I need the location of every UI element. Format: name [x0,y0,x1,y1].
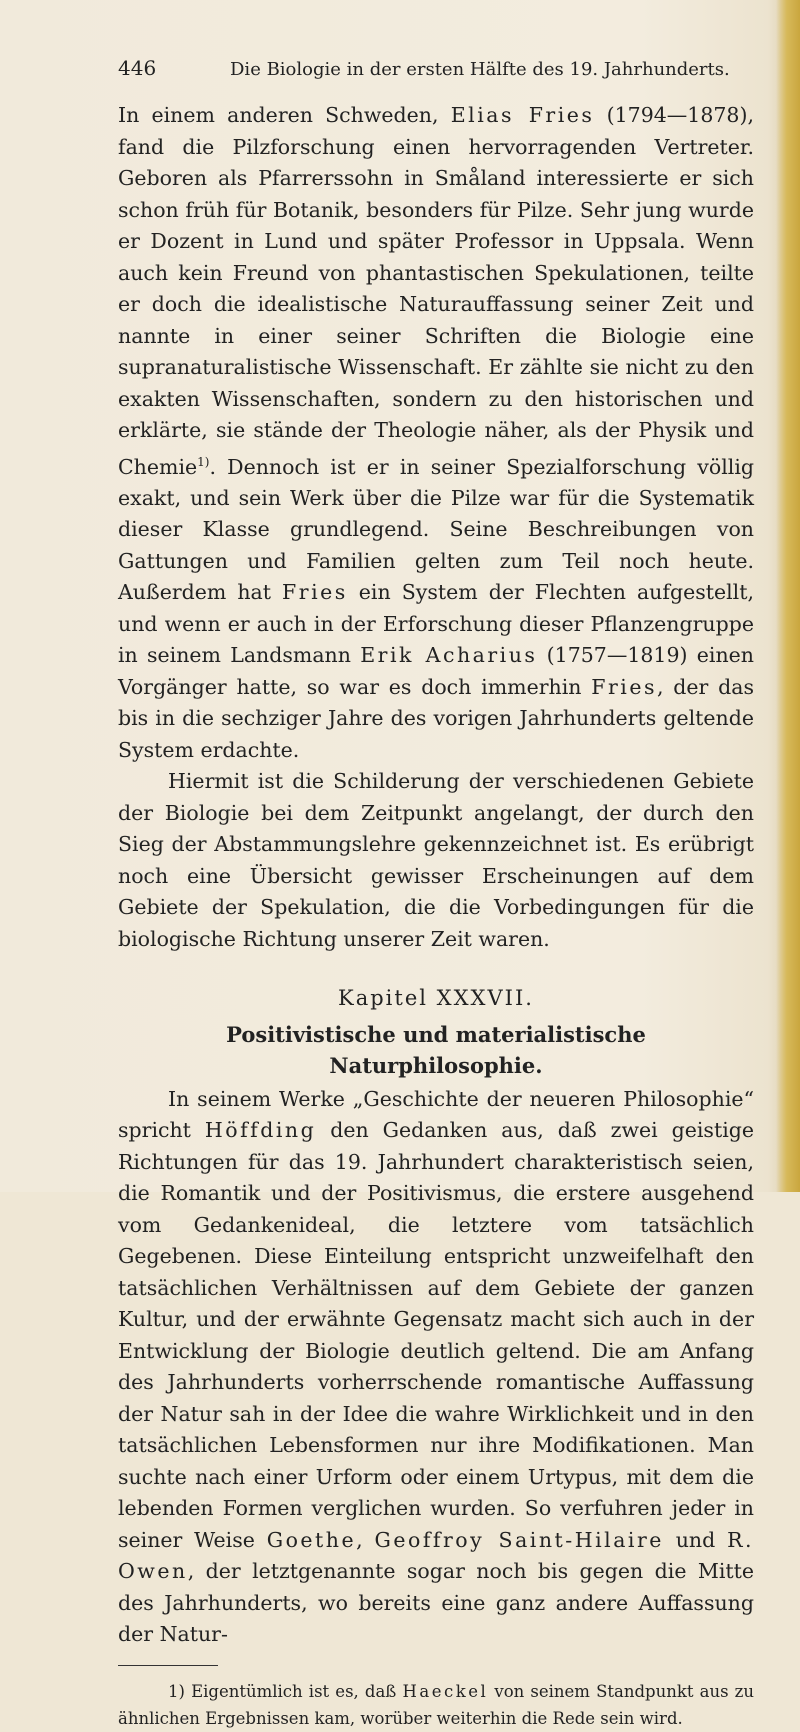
person-name: Fries [282,580,348,605]
footnote-divider [118,1665,218,1666]
person-name: Elias Fries [450,103,595,127]
person-name: Goethe [266,1527,357,1552]
running-title: Die Biologie in der ersten Hälfte des 19. Jahrhunderts. [230,59,730,80]
chapter-label: Kapitel XXXVII. [338,986,534,1011]
footnote-ref: 1) [197,454,210,469]
person-name: Fries [591,674,657,699]
page-number: 446 [118,56,157,80]
person-name: Haeckel [402,1681,489,1701]
person-name: Geoffroy Saint-Hilaire [374,1527,664,1552]
page-content [118,56,754,1732]
footnote: 1) Eigentümlich ist es, daß Haeckel von seinem Standpunkt aus zu ähnlichen Ergebnissen kam, worüber weiterhin die Rede sein wird. [118,1681,754,1728]
paragraph-fries: In einem anderen Schweden, Elias Fries (1794—1878), fand die Pilzforschung einen hervorragenden Vertreter. Geboren als Pfarrerssohn in Småland interessierte er sich schon früh für Botanik, besonders für Pilze. Sehr jung wurde er Dozent in Lund und später Professor in Uppsala. Wenn auch kein Freund von phantastischen Spekulationen, teilte er doch die idealistische Naturauffassung seiner Zeit und nannte in einer seiner Schriften die Biologie eine supranaturalistische Wissenschaft. Er zählte sie nicht zu den exakten Wissenschaften, sondern zu den historischen und erklärte, sie stände der Theologie näher, als der Physik und Chemie$^{1)}$. Dennoch ist er in seiner Spezialforschung völlig exakt, und sein Werk über die Pilze war für die Systematik dieser Klasse grundlegend. Seine Beschreibungen von Gattungen und Familien gelten zum Teil noch heute. Außerdem hat Fries ein System der Flechten aufgestellt, und wenn er auch in der Erforschung dieser Pflanzengruppe in seinem Landsmann Erik Acharius (1757—1819) einen Vorgänger hatte, so war es doch immerhin Fries, der das bis in die sechziger Jahre des vorigen Jahrhunderts geltende System erdachte. [118,103,755,762]
person-name: Höffding [204,1118,317,1143]
page-edge [776,0,800,1192]
page-header [118,56,754,82]
person-name: R. Owen [118,1527,755,1584]
chapter-title: Positivistische und materialistische Naturphilosophie. [226,1021,646,1079]
person-name: Erik Acharius [360,643,538,668]
paragraph-summary: Hiermit ist die Schilderung der verschiedenen Gebiete der Biologie bei dem Zeitpunkt angelangt, der durch den Sieg der Abstammungslehre gekennzeichnet ist. Es erübrigt noch eine Übersicht gewisser Erscheinungen auf dem Gebiete der Spekulation, die die Vorbedingungen für die biologische Richtung unserer Zeit waren. [118,769,754,951]
paragraph-hoeffding: In seinem Werke „Geschichte der neueren Philosophie“ spricht Höffding den Gedanken aus, daß zwei geistige Richtungen für das 19. Jahrhundert charakteristisch seien, die Romantik und der Positivismus, die erstere ausgehend vom Gedankenideal, die letztere vom tatsächlich Gegebenen. Diese Einteilung entspricht unzweifelhaft den tatsächlichen Verhältnissen auf dem Gebiete der ganzen Kultur, und der erwähnte Gegensatz macht sich auch in der Entwicklung der Biologie deutlich geltend. Die am Anfang des Jahrhunderts vorherrschende romantische Auffassung der Natur sah in der Idee die wahre Wirklichkeit und in den tatsächlichen Lebensformen nur ihre Modifikationen. Man suchte nach einer Urform oder einem Urtypus, mit dem die lebenden Formen verglichen wurden. So verfuhren jeder in seiner Weise Goethe, Geoffroy Saint-Hilaire und R. Owen, der letztgenannte sogar noch bis gegen die Mitte des Jahrhunderts, wo bereits eine ganz andere Auffassung der Natur- [118,1086,755,1647]
